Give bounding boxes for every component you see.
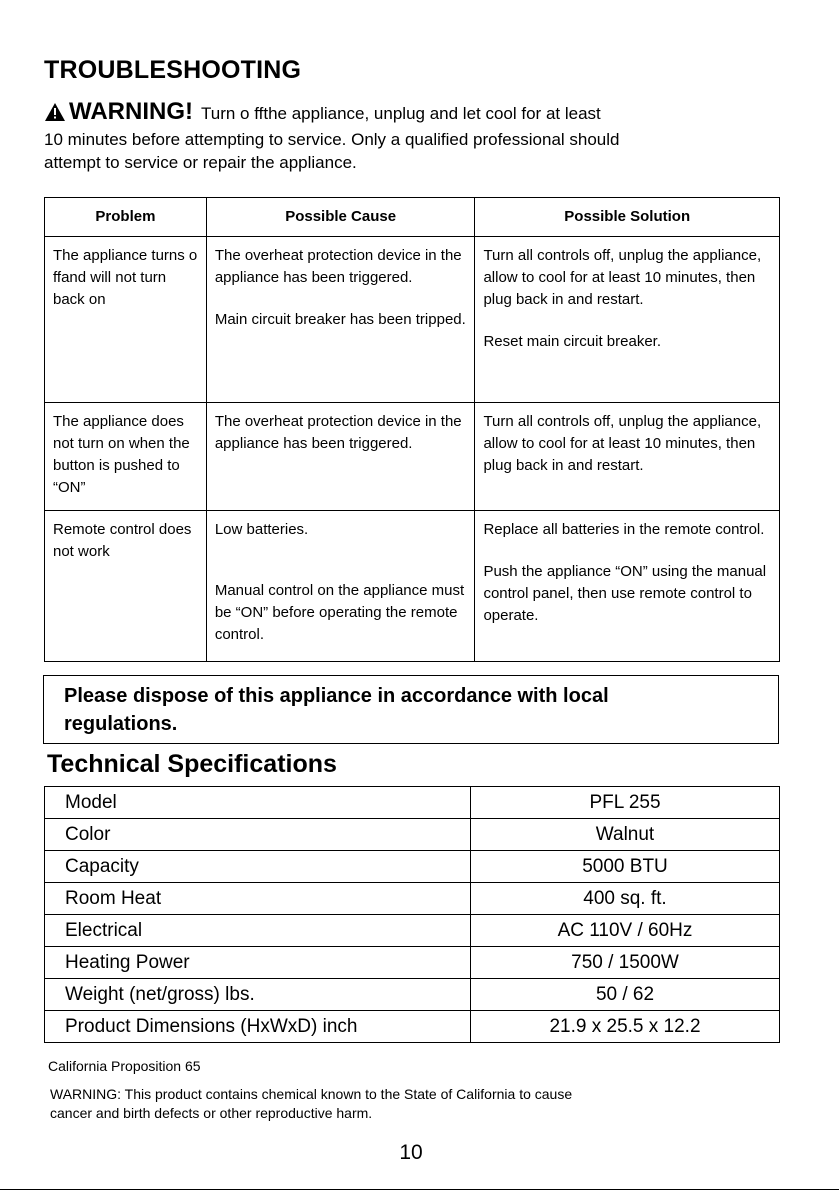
page-title: TROUBLESHOOTING [44, 56, 302, 84]
table-row [45, 403, 780, 511]
cause-text: The overheat protection device in the appliance has been triggered. [214, 247, 462, 286]
cause-text: Manual control on the appliance must be “ON” before operating the remote control. [214, 582, 465, 643]
table-row [45, 979, 780, 1011]
spec-label: Room Heat [45, 883, 471, 915]
spec-label: Capacity [45, 851, 471, 883]
spec-value: PFL 255 [471, 787, 780, 819]
spec-label: Heating Power [45, 947, 471, 979]
warning-triangle-icon [44, 102, 66, 128]
spec-label: Color [45, 819, 471, 851]
solution-text: Turn all controls off, unplug the appliance, allow to cool for at least 10 minutes, then plug back in and restart. [483, 247, 762, 308]
cause-text: The overheat protection device in the appliance has been triggered. [214, 413, 462, 452]
table-row [45, 819, 780, 851]
problem-cell: The appliance does not turn on when the button is pushed to “ON” [45, 403, 207, 511]
header-possible-cause: Possible Cause [206, 198, 475, 237]
table-row [45, 947, 780, 979]
proposition-text [50, 1085, 750, 1123]
proposition-title: California Proposition 65 [48, 1058, 201, 1074]
spec-value: 50 / 62 [471, 979, 780, 1011]
cause-text: Low batteries. [214, 521, 309, 538]
table-row [45, 787, 780, 819]
cause-cell [206, 237, 475, 403]
spec-value: 750 / 1500W [471, 947, 780, 979]
spec-value: 5000 BTU [471, 851, 780, 883]
table-row [45, 851, 780, 883]
table-row [45, 511, 780, 662]
spec-value: 21.9 x 25.5 x 12.2 [471, 1011, 780, 1043]
problem-cell: Remote control does not work [45, 511, 207, 662]
solution-cell [475, 237, 780, 403]
spec-label: Model [45, 787, 471, 819]
table-header-row [45, 198, 780, 237]
spec-label: Product Dimensions (HxWxD) inch [45, 1011, 471, 1043]
specs-title: Technical Specifications [47, 750, 337, 778]
spec-value: 400 sq. ft. [471, 883, 780, 915]
warning-block [44, 100, 804, 174]
dispose-notice [43, 675, 779, 744]
warning-text-line3: attempt to service or repair the appliance. [44, 153, 357, 172]
specs-table [44, 786, 780, 1043]
solution-text: Replace all batteries in the remote control. [483, 521, 765, 538]
table-row [45, 915, 780, 947]
dispose-line2: regulations. [64, 713, 178, 735]
solution-text: Push the appliance “ON” using the manual control panel, then use remote control to operate. [483, 563, 767, 624]
spec-value: AC 110V / 60Hz [471, 915, 780, 947]
troubleshooting-table [44, 197, 780, 662]
solution-cell [475, 403, 780, 511]
table-row [45, 883, 780, 915]
warning-label: WARNING! [69, 98, 193, 125]
header-possible-solution: Possible Solution [475, 198, 780, 237]
cause-cell [206, 511, 475, 662]
proposition-line2: cancer and birth defects or other reproductive harm. [50, 1105, 373, 1121]
solution-cell [475, 511, 780, 662]
spec-label: Weight (net/gross) lbs. [45, 979, 471, 1011]
cause-cell [206, 403, 475, 511]
spec-label: Electrical [45, 915, 471, 947]
spec-value: Walnut [471, 819, 780, 851]
bottom-rule [0, 1189, 839, 1190]
page-number: 10 [399, 1141, 423, 1164]
table-row [45, 1011, 780, 1043]
solution-text: Turn all controls off, unplug the appliance, allow to cool for at least 10 minutes, then plug back in and restart. [483, 413, 762, 474]
proposition-line1: WARNING: This product contains chemical known to the State of California to cause [50, 1086, 573, 1102]
table-row [45, 237, 780, 403]
warning-text-line1: Turn o ffthe appliance, unplug and let cool for at least [200, 104, 601, 123]
header-problem: Problem [45, 198, 207, 237]
dispose-line1: Please dispose of this appliance in accordance with local [64, 685, 609, 707]
problem-cell: The appliance turns o ffand will not turn back on [45, 237, 207, 403]
solution-text: Reset main circuit breaker. [483, 333, 662, 350]
cause-text: Main circuit breaker has been tripped. [214, 311, 466, 328]
warning-text-line2: 10 minutes before attempting to service. Only a qualified professional should [44, 130, 620, 149]
